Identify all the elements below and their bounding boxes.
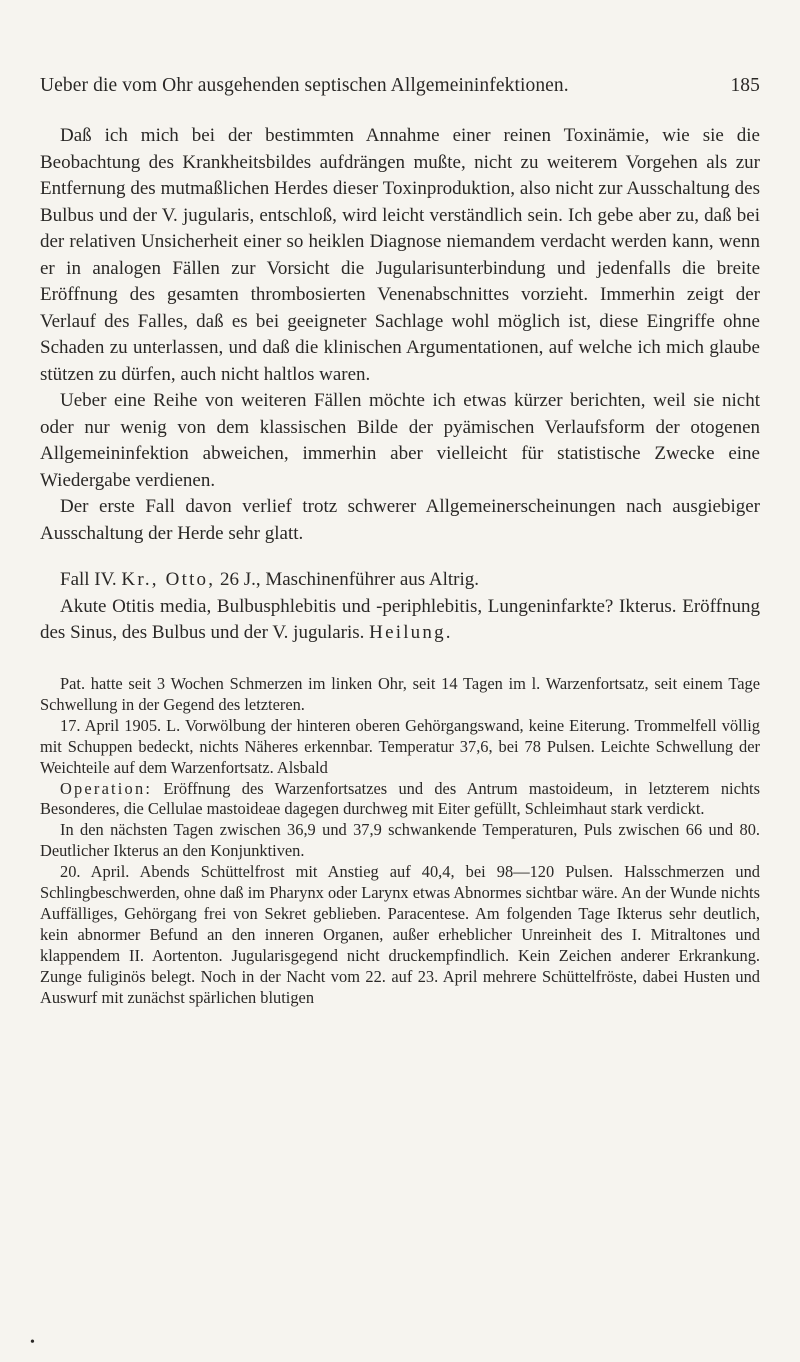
operation-text: Eröffnung des Warzenfortsatzes und des Antrum mastoideum, in letzterem nichts Besonderes, die Cellulae mastoideae dagegen durchweg mit Eiter gefüllt, Schleimhaut stark verdickt. (40, 778, 760, 819)
running-head (40, 72, 760, 100)
page-number: 185 (730, 75, 760, 96)
case-heading (40, 567, 760, 594)
history-paragraph-2: 17. April 1905. L. Vorwölbung der hinteren oberen Gehörgangswand, keine Eiterung. Trommelfell völlig mit Schuppen bedeckt, nichts Näheres erkennbar. Temperatur 37,6, bei 78 Pulsen. Leichte Schwellung der Weichteile auf dem Warzenfortsatz. Alsbald (40, 715, 760, 777)
paragraph-3: Der erste Fall davon verlief trotz schwerer Allgemeinerscheinungen nach ausgiebiger Ausschaltung der Herde sehr glatt. (40, 496, 760, 544)
case-label: Fall IV. (60, 569, 117, 590)
paragraph-1: Daß ich mich bei der bestimmten Annahme einer reinen Toxinämie, wie sie die Beobachtung des Krankheitsbildes aufdrängen mußte, nicht zu weiterem Vorgehen als zur Entfernung des mutmaßlichen Herdes dieser Toxinproduktion, also nicht zur Ausschaltung des Bulbus und der V. jugularis, entschloß, wird leicht verständlich sein. Ich gebe aber zu, daß bei der relativen Unsicherheit einer so heiklen Diagnose niemandem verdacht werden kann, wenn er in analogen Fällen zur Vorsicht die Jugularisunterbindung und jedenfalls die breite Eröffnung des gesamten thrombosierten Venenabschnittes vorzieht. Immerhin zeigt der Verlauf des Falles, daß es bei geeigneter Sachlage wohl möglich ist, diese Eingriffe ohne Schaden zu unterlassen, und daß die klinischen Argumentationen, auf welche ich mich glaube stützen zu dürfen, auch nicht haltlos waren. (40, 125, 760, 385)
running-head-title: Ueber die vom Ohr ausgehenden septischen Allgemeininfektionen. (40, 75, 569, 96)
history-paragraph-3 (40, 779, 760, 821)
history-paragraph-1: Pat. hatte seit 3 Wochen Schmerzen im linken Ohr, seit 14 Tagen im l. Warzenfortsatz, seit einem Tage Schwellung in der Gegend des letzteren. (40, 674, 760, 714)
margin-dot-mark: • (30, 1335, 35, 1350)
operation-label: Operation: (60, 778, 153, 798)
main-text (40, 123, 760, 647)
paragraph-2: Ueber eine Reihe von weiteren Fällen möchte ich etwas kürzer berichten, weil sie nicht oder nur wenig von dem klassischen Bilde der pyämischen Verlaufsform der otogenen Allgemeininfektion abweichen, immerhin aber vielleicht für statistische Zwecke eine Wiedergabe verdienen. (40, 390, 760, 491)
history-paragraph-4: In den nächsten Tagen zwischen 36,9 und 37,9 schwankende Temperaturen, Puls zwischen 66 und 80. Deutlicher Ikterus an den Konjunktiven. (40, 820, 760, 861)
case-history (40, 674, 760, 1009)
case-diagnosis (40, 594, 760, 647)
case-outcome: Heilung. (369, 622, 453, 643)
case-patient-details: 26 J., Maschinenführer aus Altrig. (219, 569, 480, 590)
case-diagnosis-text: Akute Otitis media, Bulbusphlebitis und -periphlebitis, Lungeninfarkte? Ikterus. Eröffnung des Sinus, des Bulbus und der V. jugularis. (40, 595, 760, 643)
history-paragraph-5: 20. April. Abends Schüttelfrost mit Anstieg auf 40,4, bei 98—120 Pulsen. Halsschmerzen und Schlingbeschwerden, ohne daß im Pharynx oder Larynx etwas Abnormes sichtbar wäre. An der Wunde nichts Auffälliges, Gehörgang frei von Sekret geblieben. Paracentese. Am folgenden Tage Ikterus sehr deutlich, kein abnormer Befund an den inneren Organen, außer erheblicher Unreinheit des I. Mitraltones und klappendem II. Aortenton. Jugularisgegend nicht druckempfindlich. Kein Zeichen anderer Erkrankung. Zunge fuliginös belegt. Noch in der Nacht vom 22. auf 23. April mehrere Schüttelfröste, dabei Husten und Auswurf mit zunächst spärlichen blutigen (40, 862, 760, 1007)
case-patient-name: Kr., Otto, (121, 569, 216, 590)
